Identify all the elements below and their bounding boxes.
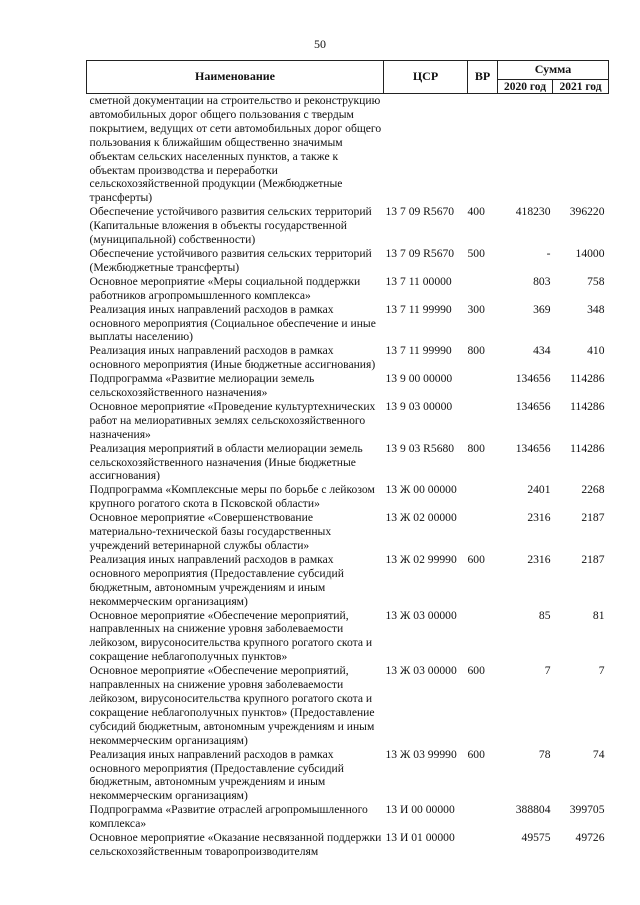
row-name-cell: Основное мероприятие «Обеспечение мероприятий, направленных на снижение уровня заболеваемости лейкозом, вирусоносительства крупного рогатого скота и сокращение неблагополучных пунктов» xyxy=(89,608,373,664)
row-sum-2021-cell: 2187 xyxy=(581,552,605,566)
row-csr-cell: 13 9 03 00000 xyxy=(385,399,453,413)
row-vr-cell xyxy=(468,372,498,400)
row-sum-2020-cell: 2316 xyxy=(527,552,551,566)
row-vr-cell: 500 xyxy=(467,246,485,260)
row-csr-cell: 13 7 11 00000 xyxy=(385,274,452,288)
row-sum-2021-cell: 7 xyxy=(598,664,605,678)
row-name-cell: Реализация иных направлений расходов в рамках основного мероприятия (Предоставление субсидий бюджетным, автономным учреждениям и иным некоммерческим организациям) xyxy=(89,552,344,608)
row-name-cell: Обеспечение устойчивого развития сельских территорий (Межбюджетные трансферты) xyxy=(89,246,372,274)
row-sum-2020-cell: 2401 xyxy=(527,483,551,497)
row-sum-2021-cell: 114286 xyxy=(570,441,605,455)
row-name-cell: сметной документации на строительство и реконструкцию автомобильных дорог общего пользования с твердым покрытием, ведущих от сети автомобильных дорог общего пользования к ближайшим общественно значимым объектам сельских населенных пунктов, а также к объектам производства и переработки сельскохозяйственной продукции (Межбюджетные трансферты) xyxy=(89,94,382,205)
row-csr-cell: 13 9 03 R5680 xyxy=(385,441,455,455)
row-sum-2020-cell: 2316 xyxy=(527,511,551,525)
row-csr-cell: 13 Ж 02 00000 xyxy=(385,511,457,525)
row-csr-cell: 13 Ж 03 99990 xyxy=(385,747,457,761)
row-name-cell: Основное мероприятие «Проведение культуртехнических работ на мелиоративных землях сельскохозяйственного назначения» xyxy=(89,399,376,441)
row-sum-2020-cell: 369 xyxy=(533,302,551,316)
row-vr-cell xyxy=(468,803,498,831)
budget-table xyxy=(86,60,609,859)
table-row xyxy=(87,205,609,247)
row-name-cell: Реализация иных направлений расходов в рамках основного мероприятия (Иные бюджетные ассигнования) xyxy=(89,344,376,372)
row-vr-cell: 800 xyxy=(467,344,485,358)
row-sum-2021-cell: 14000 xyxy=(575,246,605,260)
row-sum-2020-cell: - xyxy=(546,246,551,260)
row-name-cell: Основное мероприятие «Оказание несвязанной поддержки сельскохозяйственным товаропроизводителям xyxy=(89,831,382,858)
row-csr-cell: 13 Ж 02 99990 xyxy=(385,552,457,566)
row-name-cell: Подпрограмма «Развитие мелиорации земель сельскохозяйственного назначения» xyxy=(89,372,315,400)
row-sum-2020-cell: 418230 xyxy=(515,205,551,219)
row-vr-cell xyxy=(468,609,498,665)
row-csr-cell: 13 7 09 R5670 xyxy=(385,246,455,260)
table-row xyxy=(87,803,609,831)
row-name-cell: Реализация иных направлений расходов в рамках основного мероприятия (Предоставление субсидий бюджетным, автономным учреждениям и иным некоммерческим организациям) xyxy=(89,747,344,803)
row-name-cell: Обеспечение устойчивого развития сельских территорий (Капитальные вложения в объекты государственной (муниципальной) собственности) xyxy=(89,205,372,247)
table-row xyxy=(87,400,609,442)
row-name-cell: Подпрограмма «Развитие отраслей агропромышленного комплекса» xyxy=(89,803,368,831)
row-sum-2020-cell: 78 xyxy=(538,747,551,761)
row-name-cell: Основное мероприятие «Обеспечение мероприятий, направленных на снижение уровня заболеваемости лейкозом, вирусоносительства крупного рогатого скота и сокращение неблагополучных пунктов» (Предоставление субсидий бюджетным, автономным учреждениям и иным некоммерческим организациям) xyxy=(89,664,375,747)
row-vr-cell xyxy=(468,511,498,553)
row-sum-2020-cell: 803 xyxy=(533,274,551,288)
row-vr-cell xyxy=(468,831,498,859)
row-name-cell: Основное мероприятие «Совершенствование материально-технической базы государственных учреждений ветеринарной службы области» xyxy=(89,511,332,552)
row-vr-cell xyxy=(468,275,498,303)
row-vr-cell: 800 xyxy=(467,441,485,455)
table-row xyxy=(87,303,609,345)
table-row xyxy=(87,94,609,206)
header-name: Наименование xyxy=(87,61,384,94)
row-sum-2020-cell: 388804 xyxy=(515,803,551,817)
row-name-cell: Реализация иных направлений расходов в рамках основного мероприятия (Социальное обеспечение и иные выплаты населению) xyxy=(89,302,376,344)
row-csr-cell: 13 Ж 00 00000 xyxy=(385,483,457,497)
table-row xyxy=(87,344,609,372)
row-sum-2021-cell xyxy=(553,94,609,206)
row-csr-cell: 13 7 11 99990 xyxy=(385,302,452,316)
row-name-cell: Реализация мероприятий в области мелиорации земель сельскохозяйственного назначения (Иные бюджетные ассигнования) xyxy=(89,441,363,483)
table-row xyxy=(87,372,609,400)
header-year-2020: 2020 год xyxy=(498,80,553,94)
table-body xyxy=(87,94,609,859)
header-csr: ЦСР xyxy=(384,61,468,94)
row-sum-2020-cell: 85 xyxy=(538,608,551,622)
row-sum-2021-cell: 114286 xyxy=(570,399,605,413)
row-sum-2021-cell: 348 xyxy=(587,302,605,316)
row-sum-2021-cell: 2187 xyxy=(581,511,605,525)
row-sum-2020-cell: 134656 xyxy=(515,399,551,413)
header-sum: Сумма xyxy=(498,61,609,80)
row-sum-2020-cell xyxy=(498,94,553,206)
row-sum-2021-cell: 399705 xyxy=(569,803,605,817)
row-csr-cell: 13 И 01 00000 xyxy=(385,831,455,845)
header-year-2021: 2021 год xyxy=(553,80,609,94)
row-sum-2021-cell: 758 xyxy=(587,274,605,288)
table-row xyxy=(87,275,609,303)
row-csr-cell: 13 7 09 R5670 xyxy=(385,205,455,219)
row-sum-2021-cell: 81 xyxy=(592,608,605,622)
row-vr-cell xyxy=(468,483,498,511)
row-vr-cell: 600 xyxy=(467,552,485,566)
row-vr-cell: 600 xyxy=(467,747,485,761)
row-vr-cell: 600 xyxy=(467,664,485,678)
table-row xyxy=(87,831,609,859)
table-row xyxy=(87,247,609,275)
row-sum-2020-cell: 134656 xyxy=(515,441,551,455)
page-number: 50 xyxy=(314,37,326,51)
row-csr-cell: 13 И 00 00000 xyxy=(385,803,455,817)
row-csr-cell: 13 Ж 03 00000 xyxy=(385,608,457,622)
table-row xyxy=(87,553,609,609)
row-sum-2021-cell: 396220 xyxy=(569,205,605,219)
row-sum-2021-cell: 49726 xyxy=(575,831,605,845)
table-row xyxy=(87,442,609,484)
row-csr-cell xyxy=(384,94,468,206)
table-header xyxy=(87,61,609,94)
row-sum-2020-cell: 434 xyxy=(533,344,551,358)
row-sum-2020-cell: 7 xyxy=(544,664,551,678)
row-name-cell: Подпрограмма «Комплексные меры по борьбе с лейкозом крупного рогатого скота в Псковской области» xyxy=(89,483,375,511)
row-vr-cell xyxy=(468,400,498,442)
row-csr-cell: 13 9 00 00000 xyxy=(385,372,453,386)
table-row xyxy=(87,664,609,747)
row-sum-2020-cell: 49575 xyxy=(521,831,551,845)
row-vr-cell xyxy=(468,94,498,206)
table-row xyxy=(87,483,609,511)
row-vr-cell: 300 xyxy=(467,302,485,316)
table-row xyxy=(87,609,609,665)
row-vr-cell: 400 xyxy=(467,205,485,219)
row-sum-2020-cell: 134656 xyxy=(515,372,551,386)
table-row xyxy=(87,511,609,553)
row-sum-2021-cell: 74 xyxy=(592,747,605,761)
row-csr-cell: 13 7 11 99990 xyxy=(385,344,452,358)
table-row xyxy=(87,748,609,804)
row-sum-2021-cell: 2268 xyxy=(581,483,605,497)
row-csr-cell: 13 Ж 03 00000 xyxy=(385,664,457,678)
header-vr: ВР xyxy=(468,61,498,94)
row-sum-2021-cell: 410 xyxy=(587,344,605,358)
row-sum-2021-cell: 114286 xyxy=(570,372,605,386)
row-name-cell: Основное мероприятие «Меры социальной поддержки работников агропромышленного комплекса» xyxy=(89,274,361,302)
